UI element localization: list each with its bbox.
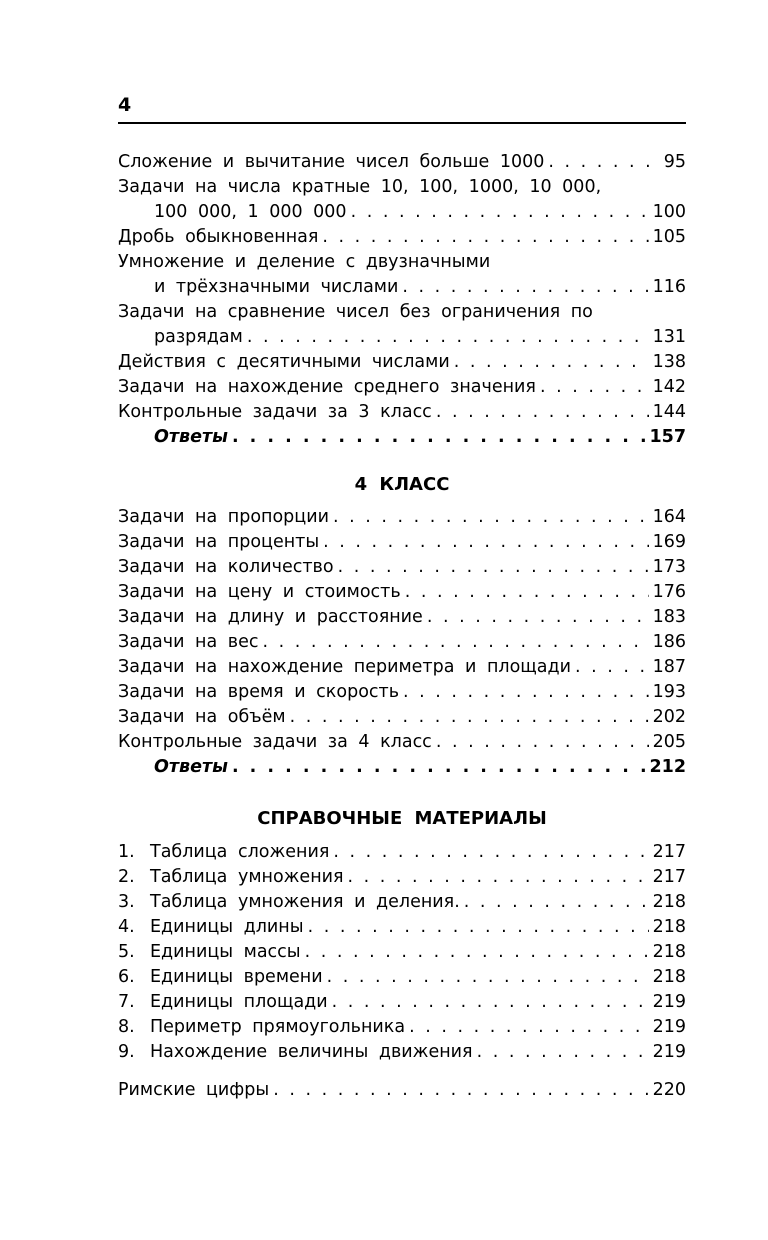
entry-text: Нахождение величины движения <box>150 1042 473 1062</box>
toc-entry[interactable] <box>118 555 686 580</box>
reference-heading: СПРАВОЧНЫЕ МАТЕРИАЛЫ <box>257 808 547 829</box>
toc-entry-page: 219 <box>652 1042 686 1062</box>
leader-dots <box>423 605 649 630</box>
leader-dots <box>536 375 649 400</box>
leader-dots <box>399 680 649 705</box>
toc-entry-page: 138 <box>652 352 686 372</box>
toc-entry-title <box>118 990 328 1015</box>
toc-entry[interactable] <box>118 965 686 990</box>
toc-entry[interactable] <box>118 250 686 275</box>
leader-dots <box>347 200 649 225</box>
toc-entry-page: 219 <box>652 992 686 1012</box>
entry-number: 8. <box>118 1017 135 1037</box>
toc-entry-page: 176 <box>652 582 686 602</box>
toc-entry-title: Римские цифры <box>118 1080 270 1100</box>
leader-dots <box>432 730 649 755</box>
entry-number: 5. <box>118 942 135 962</box>
toc-entry-page: 217 <box>652 867 686 887</box>
toc-entry[interactable] <box>118 275 686 300</box>
entry-text: Единицы времени <box>150 967 323 987</box>
toc-entry[interactable] <box>118 175 686 200</box>
toc-entry-page: 205 <box>652 732 686 752</box>
toc-entry-answers[interactable] <box>118 425 686 450</box>
leader-dots <box>329 840 648 865</box>
toc-entry-page: 157 <box>649 427 686 447</box>
toc-grade3 <box>118 150 686 450</box>
toc-entry[interactable] <box>118 605 686 630</box>
toc-entry-title: Задачи на проценты <box>118 532 320 552</box>
leader-dots <box>243 325 649 350</box>
toc-entry[interactable] <box>118 730 686 755</box>
toc-entry-page: 187 <box>652 657 686 677</box>
toc-entry-page: 100 <box>652 202 686 222</box>
leader-dots <box>258 630 648 655</box>
leader-dots <box>460 890 649 915</box>
toc-entry[interactable] <box>118 940 686 965</box>
toc-entry[interactable] <box>118 1040 686 1065</box>
toc-entry-page: 219 <box>652 1017 686 1037</box>
toc-entry-page: 212 <box>649 757 686 777</box>
toc-entry-title: Задачи на объём <box>118 707 286 727</box>
toc-entry[interactable] <box>118 530 686 555</box>
toc-entry-title: Задачи на количество <box>118 557 334 577</box>
toc-entry-page: 169 <box>652 532 686 552</box>
toc-entry[interactable] <box>118 1078 686 1103</box>
toc-entry-title: разрядам <box>154 327 243 347</box>
toc-entry-title: 100 000, 1 000 000 <box>154 202 347 222</box>
toc-entry-title: Контрольные задачи за 4 класс <box>118 732 432 752</box>
toc-entry[interactable] <box>118 350 686 375</box>
leader-dots <box>304 915 649 940</box>
toc-entry[interactable] <box>118 200 686 225</box>
leader-dots <box>405 1015 649 1040</box>
toc-entry-page: 116 <box>652 277 686 297</box>
entry-text: Единицы длины <box>150 917 304 937</box>
toc-entry[interactable] <box>118 680 686 705</box>
toc-entry[interactable] <box>118 300 686 325</box>
entry-text: Таблица умножения <box>150 867 344 887</box>
toc-entry[interactable] <box>118 705 686 730</box>
leader-dots <box>571 655 649 680</box>
leader-dots <box>301 940 649 965</box>
toc-entry-page: 95 <box>663 152 686 172</box>
leader-dots <box>334 555 649 580</box>
toc-entry-page: 164 <box>652 507 686 527</box>
toc-entry-title: Задачи на нахождение среднего значения <box>118 377 536 397</box>
toc-entry-page: 217 <box>652 842 686 862</box>
leader-dots <box>328 990 649 1015</box>
toc-entry-page: 218 <box>652 892 686 912</box>
entry-number: 3. <box>118 892 135 912</box>
toc-entry-answers[interactable] <box>118 755 686 780</box>
toc-entry-page: 131 <box>652 327 686 347</box>
toc-entry[interactable] <box>118 225 686 250</box>
toc-entry-title <box>118 915 304 940</box>
toc-entry[interactable] <box>118 840 686 865</box>
leader-dots <box>398 275 648 300</box>
toc-entry-page: 183 <box>652 607 686 627</box>
entry-number: 1. <box>118 842 135 862</box>
toc-entry-title: и трёхзначными числами <box>154 277 399 297</box>
leader-dots <box>450 350 649 375</box>
leader-dots <box>323 965 649 990</box>
toc-roman <box>118 1078 686 1103</box>
leader-dots <box>344 865 649 890</box>
leader-dots <box>228 425 646 450</box>
toc-entry-page: 193 <box>652 682 686 702</box>
toc-entry[interactable] <box>118 1015 686 1040</box>
toc-entry[interactable] <box>118 630 686 655</box>
toc-entry[interactable] <box>118 325 686 350</box>
leader-dots <box>432 400 649 425</box>
toc-entry-title: Ответы <box>154 427 228 447</box>
toc-entry-title <box>118 890 460 915</box>
toc-entry-title <box>118 865 344 890</box>
toc-entry-page: 202 <box>652 707 686 727</box>
toc-entry-page: 173 <box>652 557 686 577</box>
toc-entry[interactable] <box>118 890 686 915</box>
entry-text: Таблица сложения <box>150 842 330 862</box>
toc-entry[interactable] <box>118 865 686 890</box>
toc-entry-page: 218 <box>652 917 686 937</box>
toc-entry-title: Задачи на длину и расстояние <box>118 607 423 627</box>
toc-entry-title: Сложение и вычитание чисел больше 1000 <box>118 152 545 172</box>
toc-entry-title: Задачи на пропорции <box>118 507 329 527</box>
leader-dots <box>286 705 649 730</box>
toc-entry-page: 105 <box>652 227 686 247</box>
toc-entry-title: Задачи на вес <box>118 632 259 652</box>
toc-entry-title: Задачи на сравнение чисел без ограничения по <box>118 302 593 322</box>
toc-entry-title <box>118 940 301 965</box>
toc-entry-title: Задачи на нахождение периметра и площади <box>118 657 571 677</box>
entry-number: 4. <box>118 917 135 937</box>
entry-text: Единицы площади <box>150 992 328 1012</box>
leader-dots <box>319 530 648 555</box>
toc-grade4 <box>118 505 686 780</box>
entry-number: 9. <box>118 1042 135 1062</box>
toc-entry[interactable] <box>118 400 686 425</box>
toc-entry[interactable] <box>118 915 686 940</box>
entry-text: Единицы массы <box>150 942 301 962</box>
entry-number: 6. <box>118 967 135 987</box>
toc-entry-title: Задачи на время и скорость <box>118 682 400 702</box>
toc-entry[interactable] <box>118 580 686 605</box>
toc-entry-page: 218 <box>652 967 686 987</box>
toc-entry[interactable] <box>118 150 686 175</box>
leader-dots <box>329 505 649 530</box>
entry-text: Таблица умножения и деления. <box>150 892 460 912</box>
entry-number: 7. <box>118 992 135 1012</box>
toc-entry-title: Действия с десятичными числами <box>118 352 450 372</box>
toc-entry-title: Умножение и деление с двузначными <box>118 252 491 272</box>
toc-entry-title: Контрольные задачи за 3 класс <box>118 402 432 422</box>
toc-entry-page: 186 <box>652 632 686 652</box>
toc-entry-title: Дробь обыкновенная <box>118 227 319 247</box>
leader-dots <box>318 225 648 250</box>
toc-entry-title: Задачи на цену и стоимость <box>118 582 401 602</box>
toc-entry-title: Ответы <box>154 757 228 777</box>
toc-entry-page: 142 <box>652 377 686 397</box>
toc-entry-page: 220 <box>652 1080 686 1100</box>
toc-entry[interactable] <box>118 505 686 530</box>
toc-entry-title <box>118 840 329 865</box>
leader-dots <box>473 1040 649 1065</box>
toc-entry[interactable] <box>118 655 686 680</box>
page-number: 4 <box>118 94 132 116</box>
toc-entry-title <box>118 965 323 990</box>
toc-entry-title <box>118 1015 405 1040</box>
toc-reference <box>118 840 686 1065</box>
toc-entry-page: 218 <box>652 942 686 962</box>
leader-dots <box>228 755 646 780</box>
entry-text: Периметр прямоугольника <box>150 1017 406 1037</box>
header-rule <box>118 122 686 124</box>
leader-dots <box>544 150 659 175</box>
toc-entry[interactable] <box>118 990 686 1015</box>
toc-entry-page: 144 <box>652 402 686 422</box>
toc-entry-title: Задачи на числа кратные 10, 100, 1000, 10 000, <box>118 177 602 197</box>
toc-entry-title <box>118 1040 473 1065</box>
entry-number: 2. <box>118 867 135 887</box>
toc-entry[interactable] <box>118 375 686 400</box>
grade4-heading: 4 КЛАСС <box>354 474 450 495</box>
leader-dots <box>401 580 649 605</box>
leader-dots <box>269 1078 648 1103</box>
